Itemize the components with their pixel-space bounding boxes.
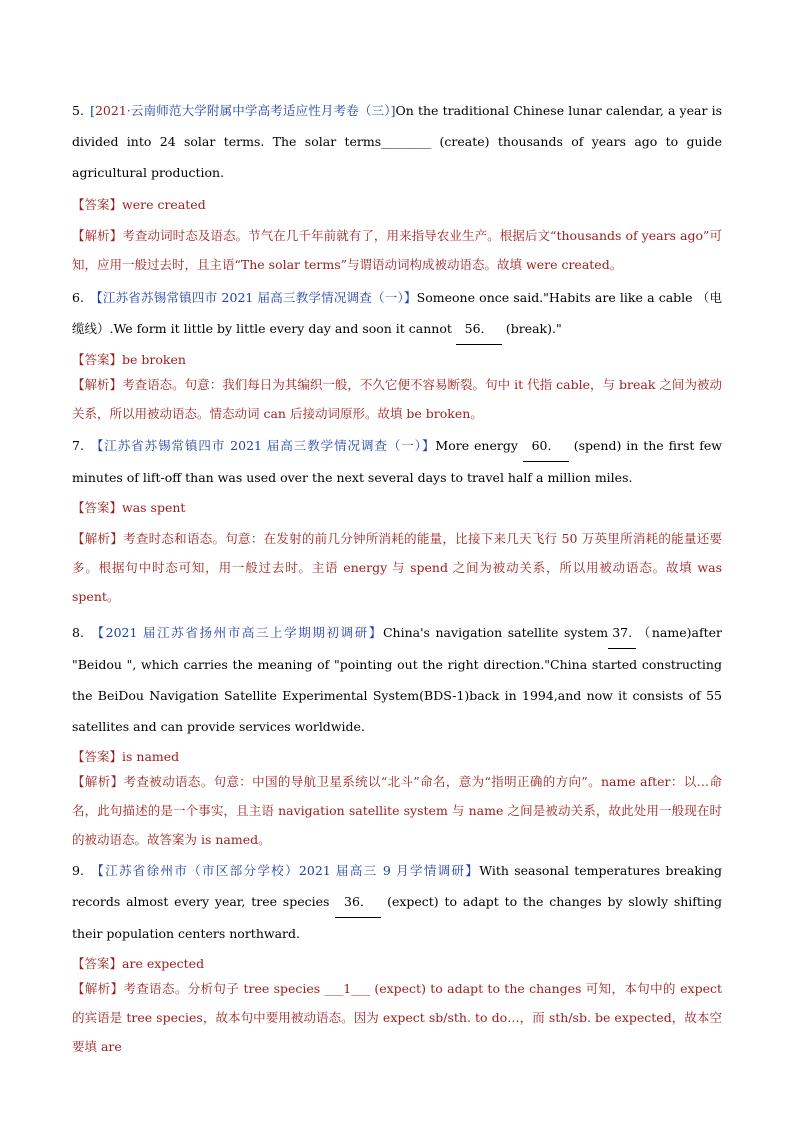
answer-tag: 【答案】 bbox=[72, 352, 123, 367]
answer-tag: 【答案】 bbox=[72, 956, 123, 971]
explanation-text: 考查语态。分析句子 tree species ___1___ (expect) to adapt to the changes 可知，本句中的 expect 的宾语是 tree species，故本句中要用被动语态。因为 expect sb/sth. to do…，而 sth/sb. be expected，故本空要填 are bbox=[72, 981, 722, 1054]
question-text-cont: （name)after "Beidou ", which carries the meaning of "pointing out the right direction."China started constructing the BeiDou Navigation Satellite Experimental System(BDS-1)back in 1994,and now it consists of 55 satellites and can provide services worldwide. bbox=[72, 625, 722, 734]
question-source-year: 2021 bbox=[94, 103, 127, 118]
question-number: 5. bbox=[72, 103, 84, 118]
answer-tag: 【答案】 bbox=[72, 500, 123, 515]
question-7 bbox=[72, 430, 722, 493]
answer-text: is named bbox=[122, 749, 180, 764]
question-6 bbox=[72, 282, 722, 345]
question-8 bbox=[72, 617, 722, 742]
question-source: 【江苏省徐州市（市区部分学校）2021 届高三 9 月学情调研】 bbox=[91, 863, 480, 878]
explanation-5 bbox=[72, 221, 722, 279]
blank: 36． bbox=[335, 886, 381, 918]
explanation-text: 考查动词时态及语态。节气在几千年前就有了，用来指导农业生产。根据后文“thousands of years ago”可知，应用一般过去时，且主语“The solar terms”与谓语动词构成被动语态。故填 were created。 bbox=[72, 228, 722, 272]
blank: 37. bbox=[608, 617, 636, 649]
answer-text: was spent bbox=[122, 500, 186, 515]
answer-6 bbox=[72, 350, 722, 370]
question-source: 【2021 届江苏省扬州市高三上学期期初调研】 bbox=[91, 625, 383, 640]
answer-text: be broken bbox=[122, 352, 186, 367]
answer-5 bbox=[72, 195, 722, 215]
blank: 60． bbox=[523, 430, 569, 462]
answer-tag: 【答案】 bbox=[72, 749, 123, 764]
explanation-tag: 【解析】 bbox=[72, 531, 124, 546]
answer-tag: 【答案】 bbox=[72, 197, 123, 212]
explanation-8 bbox=[72, 767, 722, 854]
answer-8 bbox=[72, 747, 722, 767]
question-text-cont: (break)." bbox=[501, 321, 562, 336]
question-text: China's navigation satellite system bbox=[382, 625, 609, 640]
explanation-text: 考查语态。句意：我们每日为其编织一般，不久它便不容易断裂。句中 it 代指 cable，与 break 之间为被动关系，所以用被动语态。情态动词 can 后接动词原形。故填 be broken。 bbox=[72, 377, 722, 421]
answer-9 bbox=[72, 954, 722, 974]
question-number: 7. bbox=[72, 438, 84, 453]
question-number: 9. bbox=[72, 863, 84, 878]
question-text: More energy bbox=[435, 438, 523, 453]
answer-text: are expected bbox=[122, 956, 205, 971]
question-source-open: [ bbox=[90, 103, 95, 118]
explanation-tag: 【解析】 bbox=[72, 774, 124, 789]
question-source: ·云南师范大学附属中学高考适应性月考卷（三）] bbox=[126, 103, 396, 118]
explanation-tag: 【解析】 bbox=[72, 981, 124, 996]
answer-text: were created bbox=[122, 197, 206, 212]
question-text: With seasonal temperatures breaking records almost every year, tree species bbox=[72, 863, 722, 909]
question-text: Someone once said."Habits are like a cable （电缆线）.We form it little by little every day and soon it cannot bbox=[72, 290, 722, 336]
question-text: On the traditional Chinese lunar calendar, a year is divided into 24 solar terms. The solar terms bbox=[72, 103, 722, 149]
explanation-text: 考查被动语态。句意：中国的导航卫星系统以“北斗”命名，意为“指明正确的方向”。name after：以…命名，此句描述的是一个事实，且主语 navigation satellite system 与 name 之间是被动关系，故此处用一般现在时的被动语态。故答案为 is named。 bbox=[72, 774, 722, 847]
explanation-6 bbox=[72, 370, 722, 428]
explanation-tag: 【解析】 bbox=[72, 377, 123, 392]
explanation-text: 考查时态和语态。句意：在发射的前几分钟所消耗的能量，比接下来几天飞行 50 万英里所消耗的能量还要多。根据句中时态可知，用一般过去时。主语 energy 与 spend 之间为被动关系，所以用被动语态。故填 was spent。 bbox=[72, 531, 722, 604]
question-number: 6. bbox=[72, 290, 84, 305]
question-source: 【江苏省苏锡常镇四市 2021 届高三教学情况调查（一）】 bbox=[90, 290, 417, 305]
question-source: 【江苏省苏锡常镇四市 2021 届高三教学情况调查（一）】 bbox=[90, 438, 436, 453]
explanation-7 bbox=[72, 524, 722, 611]
question-text-cont: (create) thousands of years ago to guide agricultural production. bbox=[72, 134, 722, 180]
question-text-cont: (expect) to adapt to the changes by slowly shifting their population centers northward. bbox=[72, 894, 722, 941]
explanation-9 bbox=[72, 974, 722, 1061]
question-5 bbox=[72, 95, 722, 188]
question-text-cont: (spend) in the first few minutes of lift-off than was used over the next several days to travel half a million miles. bbox=[72, 438, 722, 485]
answer-7 bbox=[72, 498, 722, 518]
question-number: 8. bbox=[72, 625, 84, 640]
blank: 56． bbox=[456, 313, 502, 345]
question-9 bbox=[72, 855, 722, 949]
explanation-tag: 【解析】 bbox=[72, 228, 123, 243]
blank: ________ bbox=[381, 134, 432, 149]
